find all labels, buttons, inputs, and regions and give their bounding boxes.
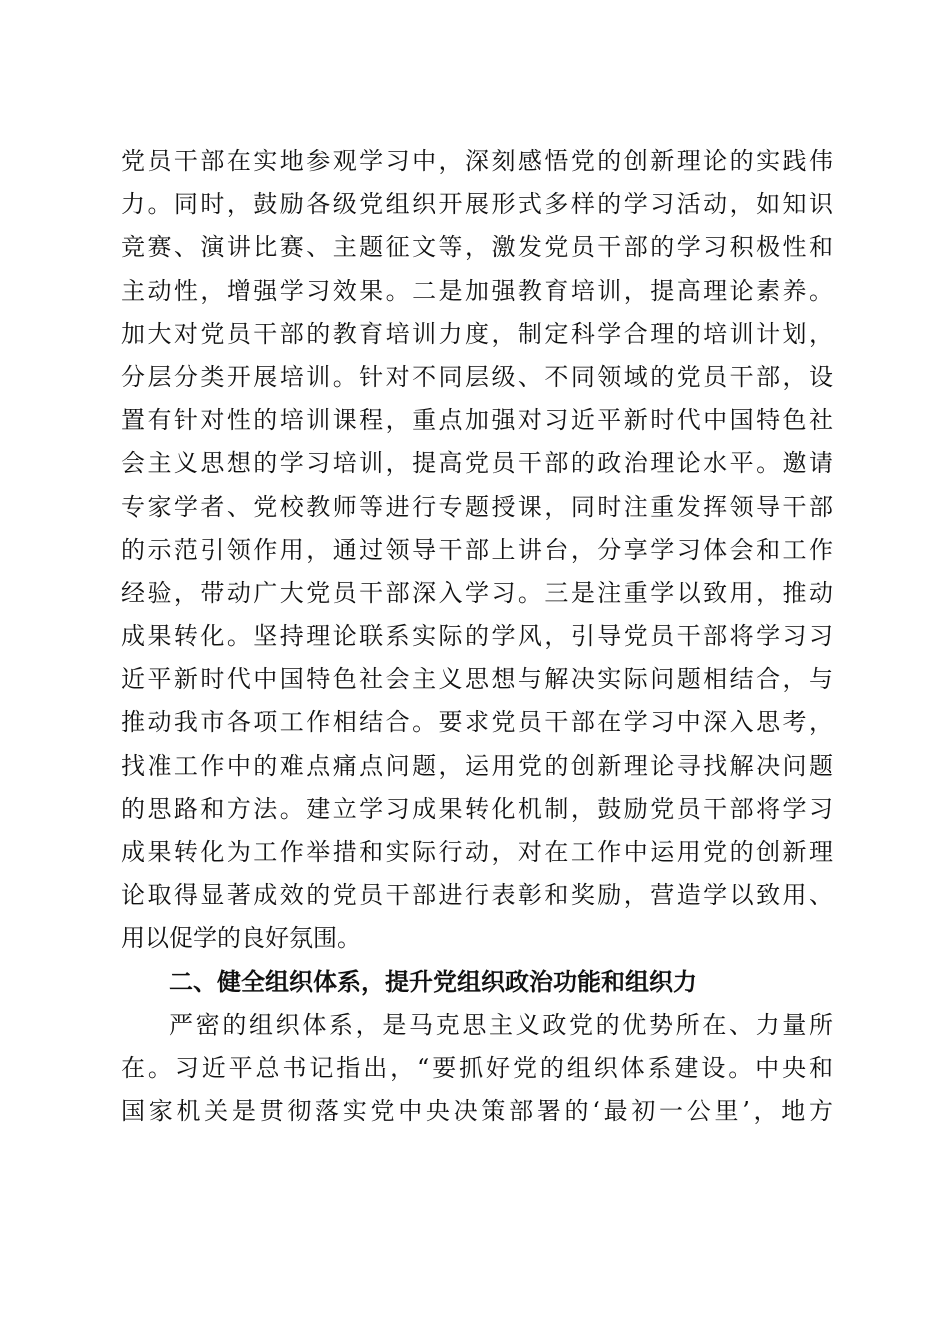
section-heading: 二、健全组织体系，提升党组织政治功能和组织力 <box>169 967 697 996</box>
text-line: 推动我市各项工作相结合。要求党员干部在学习中深入思考， <box>121 708 833 737</box>
text-line: 成果转化为工作举措和实际行动，对在工作中运用党的创新理 <box>121 838 833 866</box>
text-line: 找准工作中的难点痛点问题，运用党的创新理论寻找解决问题 <box>121 751 833 780</box>
text-line: 的示范引领作用，通过领导干部上讲台，分享学习体会和工作 <box>121 535 833 564</box>
text-line: 论取得显著成效的党员干部进行表彰和奖励，营造学以致用、 <box>121 881 833 910</box>
text-line: 在。习近平总书记指出，“要抓好党的组织体系建设。中央和 <box>121 1053 833 1082</box>
text-line: 经验，带动广大党员干部深入学习。三是注重学以致用，推动 <box>121 578 833 607</box>
text-line: 竞赛、演讲比赛、主题征文等，激发党员干部的学习积极性和 <box>121 233 833 262</box>
text-line: 用以促学的良好氛围。 <box>121 924 361 953</box>
text-line: 置有针对性的培训课程，重点加强对习近平新时代中国特色社 <box>121 406 833 435</box>
text-line: 近平新时代中国特色社会主义思想与解决实际问题相结合，与 <box>121 665 833 694</box>
text-line: 的思路和方法。建立学习成果转化机制，鼓励党员干部将学习 <box>121 794 833 823</box>
text-line: 成果转化。坚持理论联系实际的学风，引导党员干部将学习习 <box>121 622 833 651</box>
document-body <box>121 140 833 1133</box>
text-line: 主动性，增强学习效果。二是加强教育培训，提高理论素养。 <box>121 276 833 305</box>
text-line: 分层分类开展培训。针对不同层级、不同领域的党员干部，设 <box>121 362 833 391</box>
text-line: 专家学者、党校教师等进行专题授课，同时注重发挥领导干部 <box>121 492 833 521</box>
text-line: 国家机关是贯彻落实党中央决策部署的‘最初一公里’，地方 <box>121 1097 833 1126</box>
text-line: 严密的组织体系，是马克思主义政党的优势所在、力量所 <box>169 1010 833 1039</box>
text-line: 加大对党员干部的教育培训力度，制定科学合理的培训计划， <box>121 319 833 348</box>
text-line: 力。同时，鼓励各级党组织开展形式多样的学习活动，如知识 <box>121 190 833 219</box>
text-line: 党员干部在实地参观学习中，深刻感悟党的创新理论的实践伟 <box>121 147 833 175</box>
text-line: 会主义思想的学习培训，提高党员干部的政治理论水平。邀请 <box>121 449 833 478</box>
